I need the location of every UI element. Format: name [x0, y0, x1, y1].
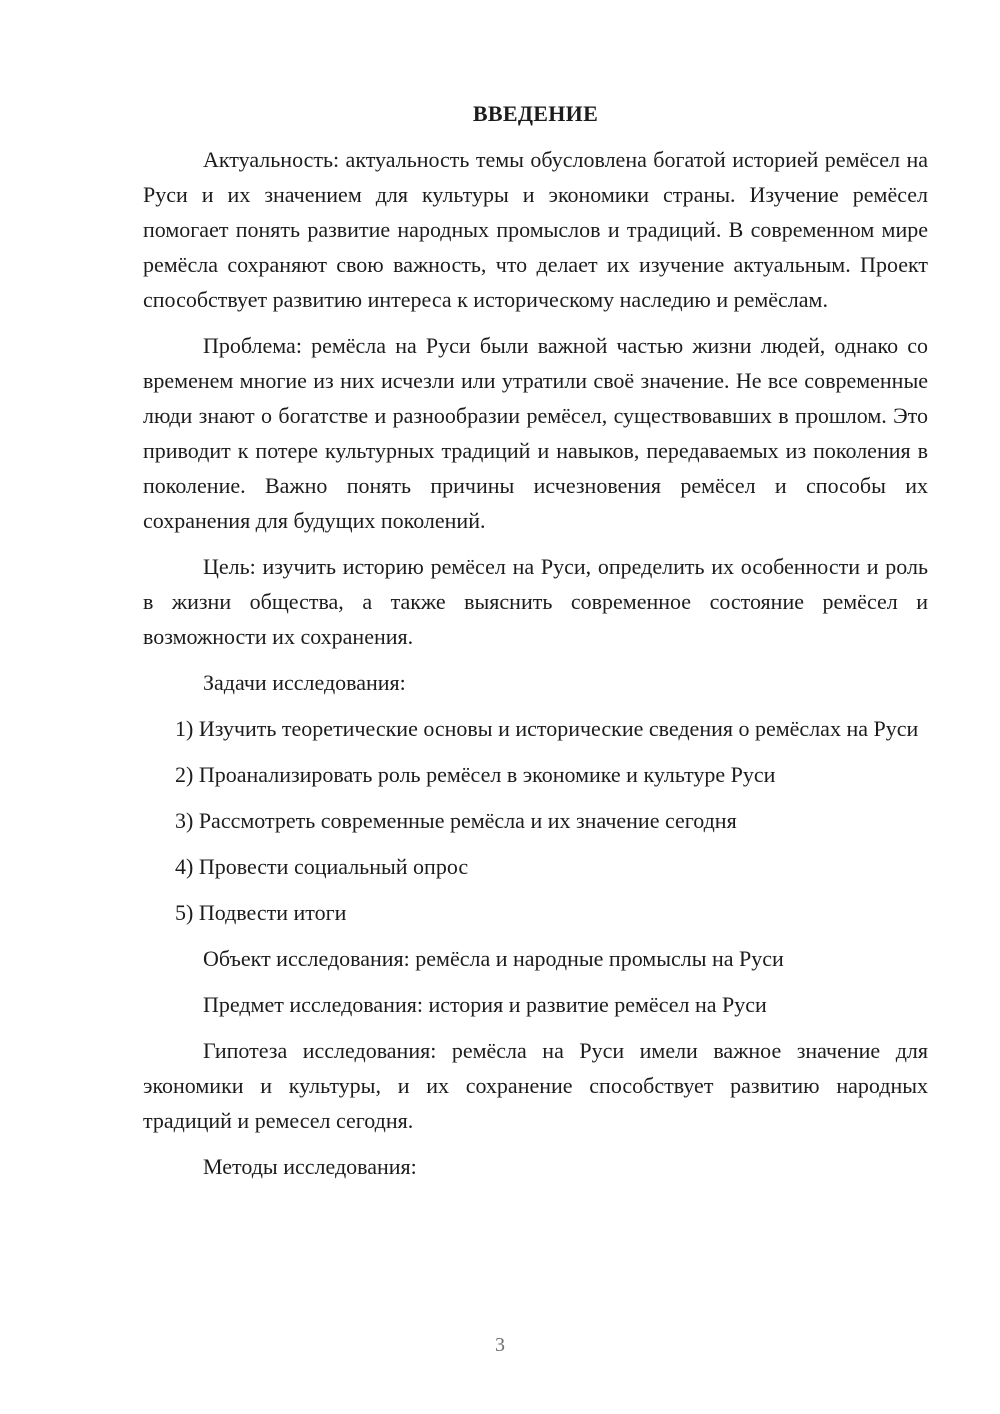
research-hypothesis: Гипотеза исследования: ремёсла на Руси имели важное значение для экономики и культуры, и их сохранение способствует развитию народных традиций и ремесел сегодня. [143, 1038, 928, 1133]
task-item-2: 2) Проанализировать роль ремёсел в экономике и культуре Руси [175, 762, 776, 787]
problem-paragraph: Проблема: ремёсла на Руси были важной частью жизни людей, однако со временем многие из них исчезли или утратили своё значение. Не все современные люди знают о богатстве и разнообразии ремёсел, существовавших в прошлом. Это приводит к потере культурных традиций и навыков, передаваемых из поколения в поколение. Важно понять причины исчезновения ремёсел и способы их сохранения для будущих поколений. [143, 333, 928, 533]
task-item-5: 5) Подвести итоги [175, 900, 347, 925]
relevance-paragraph: Актуальность: актуальность темы обусловлена богатой историей ремёсел на Руси и их значением для культуры и экономики страны. Изучение ремёсел помогает понять развитие народных промыслов и традиций. В современном мире ремёсла сохраняют свою важность, что делает их изучение актуальным. Проект способствует развитию интереса к историческому наследию и ремёслам. [143, 147, 928, 312]
section-heading: ВВЕДЕНИЕ [472, 101, 599, 126]
research-object: Объект исследования: ремёсла и народные промыслы на Руси [203, 946, 784, 971]
research-subject: Предмет исследования: история и развитие ремёсел на Руси [203, 992, 767, 1017]
tasks-title: Задачи исследования: [203, 670, 406, 695]
goal-paragraph: Цель: изучить историю ремёсел на Руси, определить их особенности и роль в жизни общества, а также выяснить современное состояние ремёсел и возможности их сохранения. [143, 554, 928, 649]
page-number: 3 [495, 1334, 505, 1356]
methods-title: Методы исследования: [203, 1154, 417, 1179]
task-item-1: 1) Изучить теоретические основы и исторические сведения о ремёслах на Руси [175, 716, 919, 741]
task-item-3: 3) Рассмотреть современные ремёсла и их значение сегодня [175, 808, 737, 833]
page-content [143, 96, 928, 1195]
task-item-4: 4) Провести социальный опрос [175, 854, 469, 879]
